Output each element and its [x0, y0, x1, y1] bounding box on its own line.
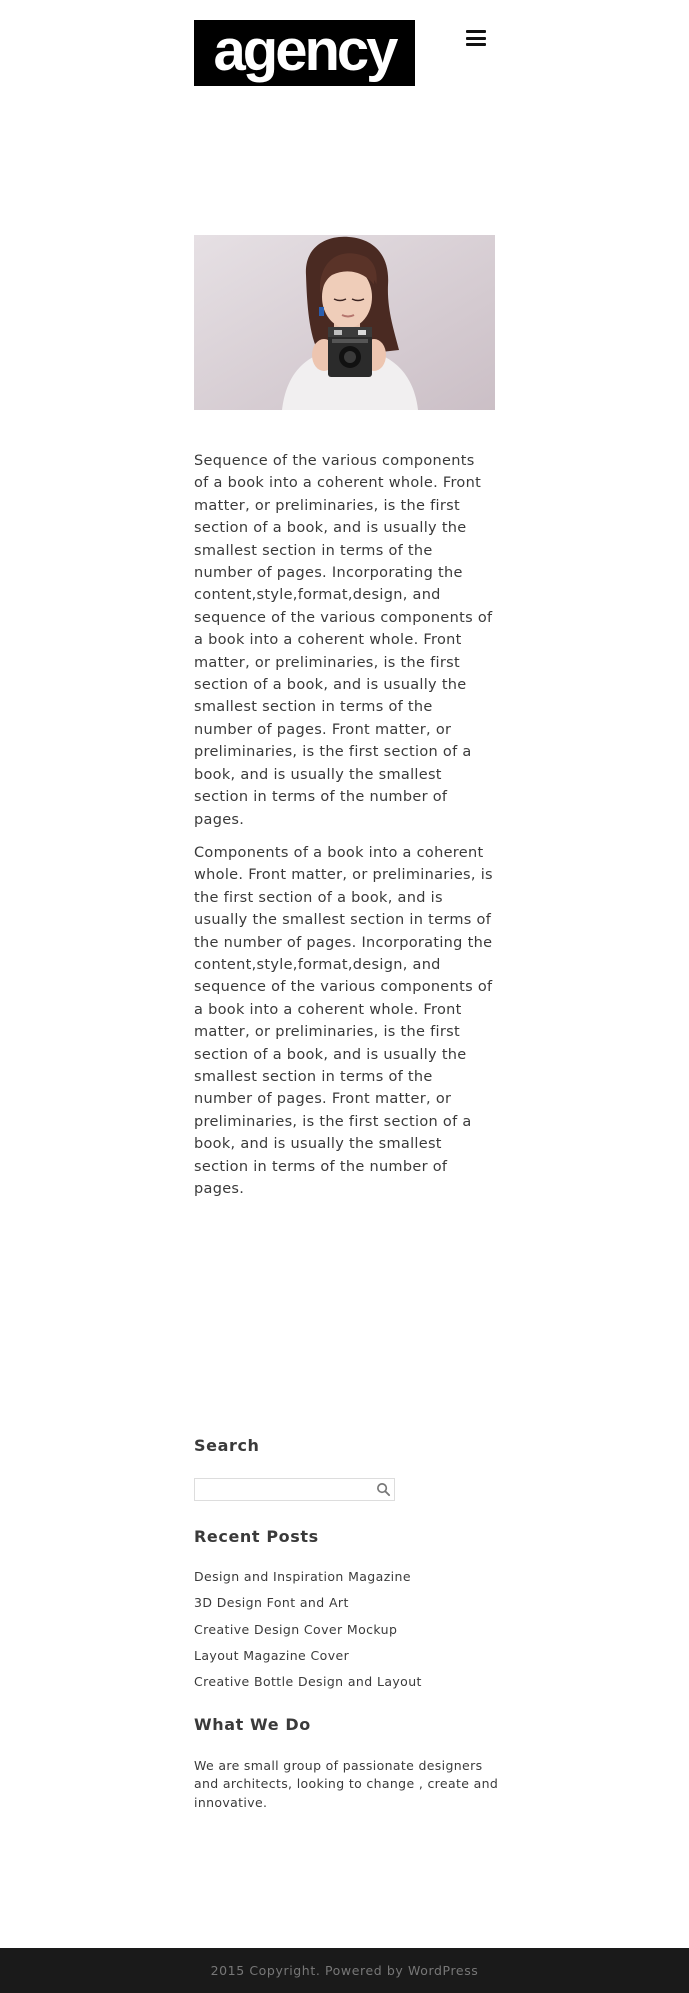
article-body	[194, 450, 494, 1211]
recent-post-link[interactable]: Design and Inspiration Magazine	[194, 1569, 411, 1584]
article-paragraph: Components of a book into a coherent whole. Front matter, or preliminaries, is the first section of a book, and is usually the smallest section in terms of the number of pages. Incorporating the content,style,format,design, and sequence of the various components of a book into a coherent whole. Front matter, or preliminaries, is the first section of a book, and is usually the smallest section in terms of the number of pages. Front matter, or preliminaries, is the first section of a book, and is usually the smallest section in terms of the number of pages.	[194, 844, 493, 1197]
logo-text: agency	[213, 18, 396, 83]
search-input[interactable]	[195, 1480, 378, 1501]
recent-posts-title: Recent Posts	[194, 1527, 319, 1546]
recent-posts-list	[194, 1568, 422, 1699]
recent-post-link[interactable]: Creative Design Cover Mockup	[194, 1621, 398, 1637]
hamburger-menu-icon[interactable]	[466, 30, 486, 46]
recent-post-link[interactable]: Creative Bottle Design and Layout	[194, 1674, 422, 1690]
site-logo[interactable]	[194, 20, 415, 86]
what-we-do-text: We are small group of passionate designers and architects, looking to change , create and innovative.	[194, 1758, 499, 1810]
recent-post-link[interactable]: Layout Magazine Cover	[194, 1647, 350, 1663]
search-form	[194, 1478, 395, 1501]
featured-image	[194, 235, 495, 410]
footer-copyright: 2015 Copyright. Powered by WordPress	[210, 1963, 479, 1978]
search-widget-title: Search	[194, 1436, 260, 1455]
site-footer	[0, 1948, 689, 1993]
article-paragraph: Sequence of the various components of a book into a coherent whole. Front matter, or preliminaries, is the first section of a book, and is usually the smallest section in terms of the number of pages. Incorporating the content,style,format,design, and sequence of the various components of a book into a coherent whole. Front matter, or preliminaries, is the first section of a book, and is usually the smallest section in terms of the number of pages. Front matter, or preliminaries, is the first section of a book, and is usually the smallest section in terms of the number of pages.	[194, 453, 493, 828]
what-we-do-title: What We Do	[194, 1715, 311, 1734]
search-icon[interactable]	[376, 1482, 391, 1497]
recent-post-link[interactable]: 3D Design Font and Art	[194, 1595, 349, 1611]
